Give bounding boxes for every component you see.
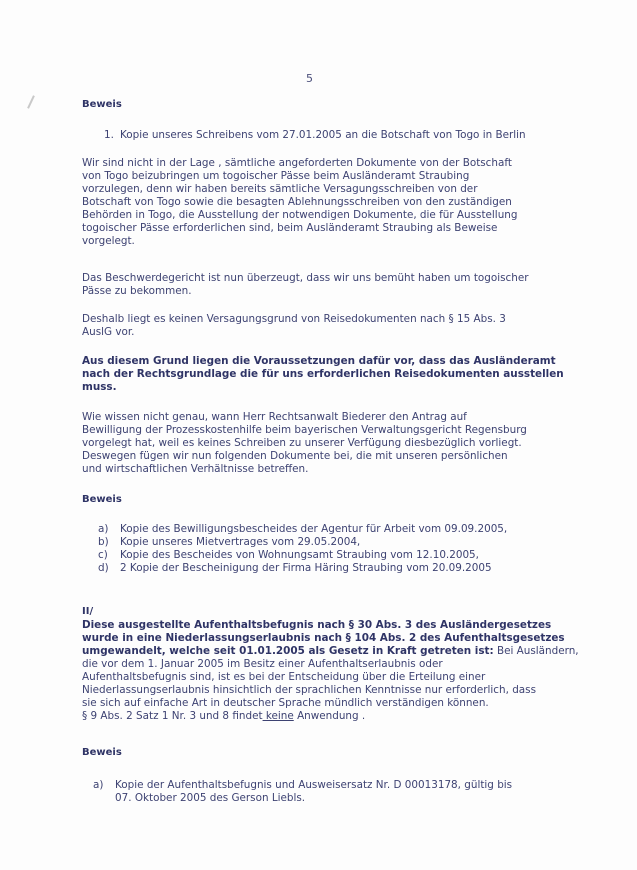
paragraph-line: Aufenthaltsbefugnis sind, ist es bei der Entscheidung über die Erteilung einer bbox=[82, 671, 486, 683]
list-item-label: a) bbox=[93, 779, 104, 791]
paragraph-line: § 9 Abs. 2 Satz 1 Nr. 3 und 8 findet bbox=[82, 710, 263, 722]
paragraph-line: sie sich auf einfache Art in deutscher Sprache mündlich verständigen können. bbox=[82, 697, 489, 709]
list-item-text: Kopie des Bescheides von Wohnungsamt Straubing vom 12.10.2005, bbox=[120, 549, 479, 561]
paragraph-line: vorgelegt hat, weil es keines Schreiben zu unserer Verfügung diesbezüglich vorliegt. bbox=[82, 437, 522, 449]
paragraph-1 bbox=[82, 157, 517, 248]
list-item-text: 2 Kopie der Bescheinigung der Firma Häring Straubing vom 20.09.2005 bbox=[120, 562, 492, 574]
heading-beweis: Beweis bbox=[82, 494, 122, 505]
list-item bbox=[98, 523, 507, 536]
list-item-label: a) bbox=[98, 523, 109, 535]
paragraph-line: Bei Ausländern, bbox=[493, 645, 579, 657]
list-item bbox=[98, 549, 507, 562]
scan-mark bbox=[27, 95, 35, 109]
paragraph-line: muss. bbox=[82, 381, 117, 393]
paragraph-line: Wie wissen nicht genau, wann Herr Rechtsanwalt Biederer den Antrag auf bbox=[82, 411, 467, 423]
proof-list-2 bbox=[93, 779, 512, 805]
paragraph-line: Aus diesem Grund liegen die Voraussetzungen dafür vor, dass das Ausländeramt bbox=[82, 355, 556, 367]
paragraph-line: Deswegen fügen wir nun folgenden Dokumente bei, die mit unseren persönlichen bbox=[82, 450, 508, 462]
proof-item-text: Kopie unseres Schreibens vom 27.01.2005 an die Botschaft von Togo in Berlin bbox=[120, 129, 526, 141]
section-ii-marker: II/ bbox=[82, 606, 94, 617]
proof-item-label: 1. bbox=[104, 129, 114, 141]
page-number: 5 bbox=[306, 72, 313, 85]
list-item-text: Kopie unseres Mietvertrages vom 29.05.2004, bbox=[120, 536, 361, 548]
paragraph-line: von Togo beizubringen um togoischer Pässe beim Ausländeramt Straubing bbox=[82, 170, 470, 182]
list-item bbox=[98, 562, 507, 575]
proof-item-1 bbox=[104, 129, 526, 142]
paragraph-line: Botschaft von Togo sowie die besagten Ablehnungsschreiben von den zuständigen bbox=[82, 196, 512, 208]
paragraph-line: Bewilligung der Prozesskostenhilfe beim bayerischen Verwaltungsgericht Regensburg bbox=[82, 424, 527, 436]
paragraph-line: Anwendung . bbox=[293, 710, 366, 722]
paragraph-4-bold bbox=[82, 355, 564, 394]
paragraph-line: Pässe zu bekommen. bbox=[82, 285, 192, 297]
underlined-word: keine bbox=[262, 710, 294, 722]
paragraph-line: Das Beschwerdegericht ist nun überzeugt, dass wir uns bemüht haben um togoischer bbox=[82, 272, 529, 284]
paragraph-5 bbox=[82, 411, 527, 476]
bold-line: wurde in eine Niederlassungserlaubnis nach § 104 Abs. 2 des Aufenthaltsgesetzes bbox=[82, 632, 565, 644]
paragraph-line: vorgelegt. bbox=[82, 235, 135, 247]
paragraph-line: Wir sind nicht in der Lage , sämtliche angeforderten Dokumente von der Botschaft bbox=[82, 157, 512, 169]
paragraph-line: AuslG vor. bbox=[82, 326, 135, 338]
paragraph-2 bbox=[82, 272, 528, 298]
list-item-text: Kopie der Aufenthaltsbefugnis und Ausweisersatz Nr. D 00013178, gültig bis bbox=[115, 779, 513, 791]
paragraph-line: Behörden in Togo, die Ausstellung der notwendigen Dokumente, die für Ausstellung bbox=[82, 209, 518, 221]
bold-line: Diese ausgestellte Aufenthaltsbefugnis nach § 30 Abs. 3 des Ausländergesetzes bbox=[82, 619, 552, 631]
list-item-text: Kopie des Bewilligungsbescheides der Agentur für Arbeit vom 09.09.2005, bbox=[120, 523, 508, 535]
heading-beweis: Beweis bbox=[82, 99, 122, 110]
paragraph-line: und wirtschaftlichen Verhältnisse betreffen. bbox=[82, 463, 309, 475]
paragraph-line: Deshalb liegt es keinen Versagungsgrund von Reisedokumenten nach § 15 Abs. 3 bbox=[82, 313, 506, 325]
bold-line: umgewandelt, welche seit 01.01.2005 als Gesetz in Kraft getreten ist: bbox=[82, 645, 494, 657]
paragraph-line: togoischer Pässe erforderlichen sind, beim Ausländeramt Straubing als Beweise bbox=[82, 222, 498, 234]
paragraph-3 bbox=[82, 313, 506, 339]
list-item bbox=[98, 536, 507, 549]
list-item-label: b) bbox=[98, 536, 109, 548]
paragraph-line: vorzulegen, denn wir haben bereits sämtliche Versagungsschreiben von der bbox=[82, 183, 478, 195]
paragraph-line: die vor dem 1. Januar 2005 im Besitz einer Aufenthaltserlaubnis oder bbox=[82, 658, 443, 670]
section-ii-body bbox=[82, 619, 579, 723]
heading-beweis: Beweis bbox=[82, 747, 122, 758]
list-item-text: 07. Oktober 2005 des Gerson Liebls. bbox=[115, 792, 306, 804]
paragraph-line: Niederlassungserlaubnis hinsichtlich der sprachlichen Kenntnisse nur erforderlich, dass bbox=[82, 684, 537, 696]
paragraph-line: nach der Rechtsgrundlage die für uns erforderlichen Reisedokumenten ausstellen bbox=[82, 368, 564, 380]
proof-list bbox=[98, 523, 507, 575]
list-item-label: c) bbox=[98, 549, 108, 561]
list-item-label: d) bbox=[98, 562, 109, 574]
